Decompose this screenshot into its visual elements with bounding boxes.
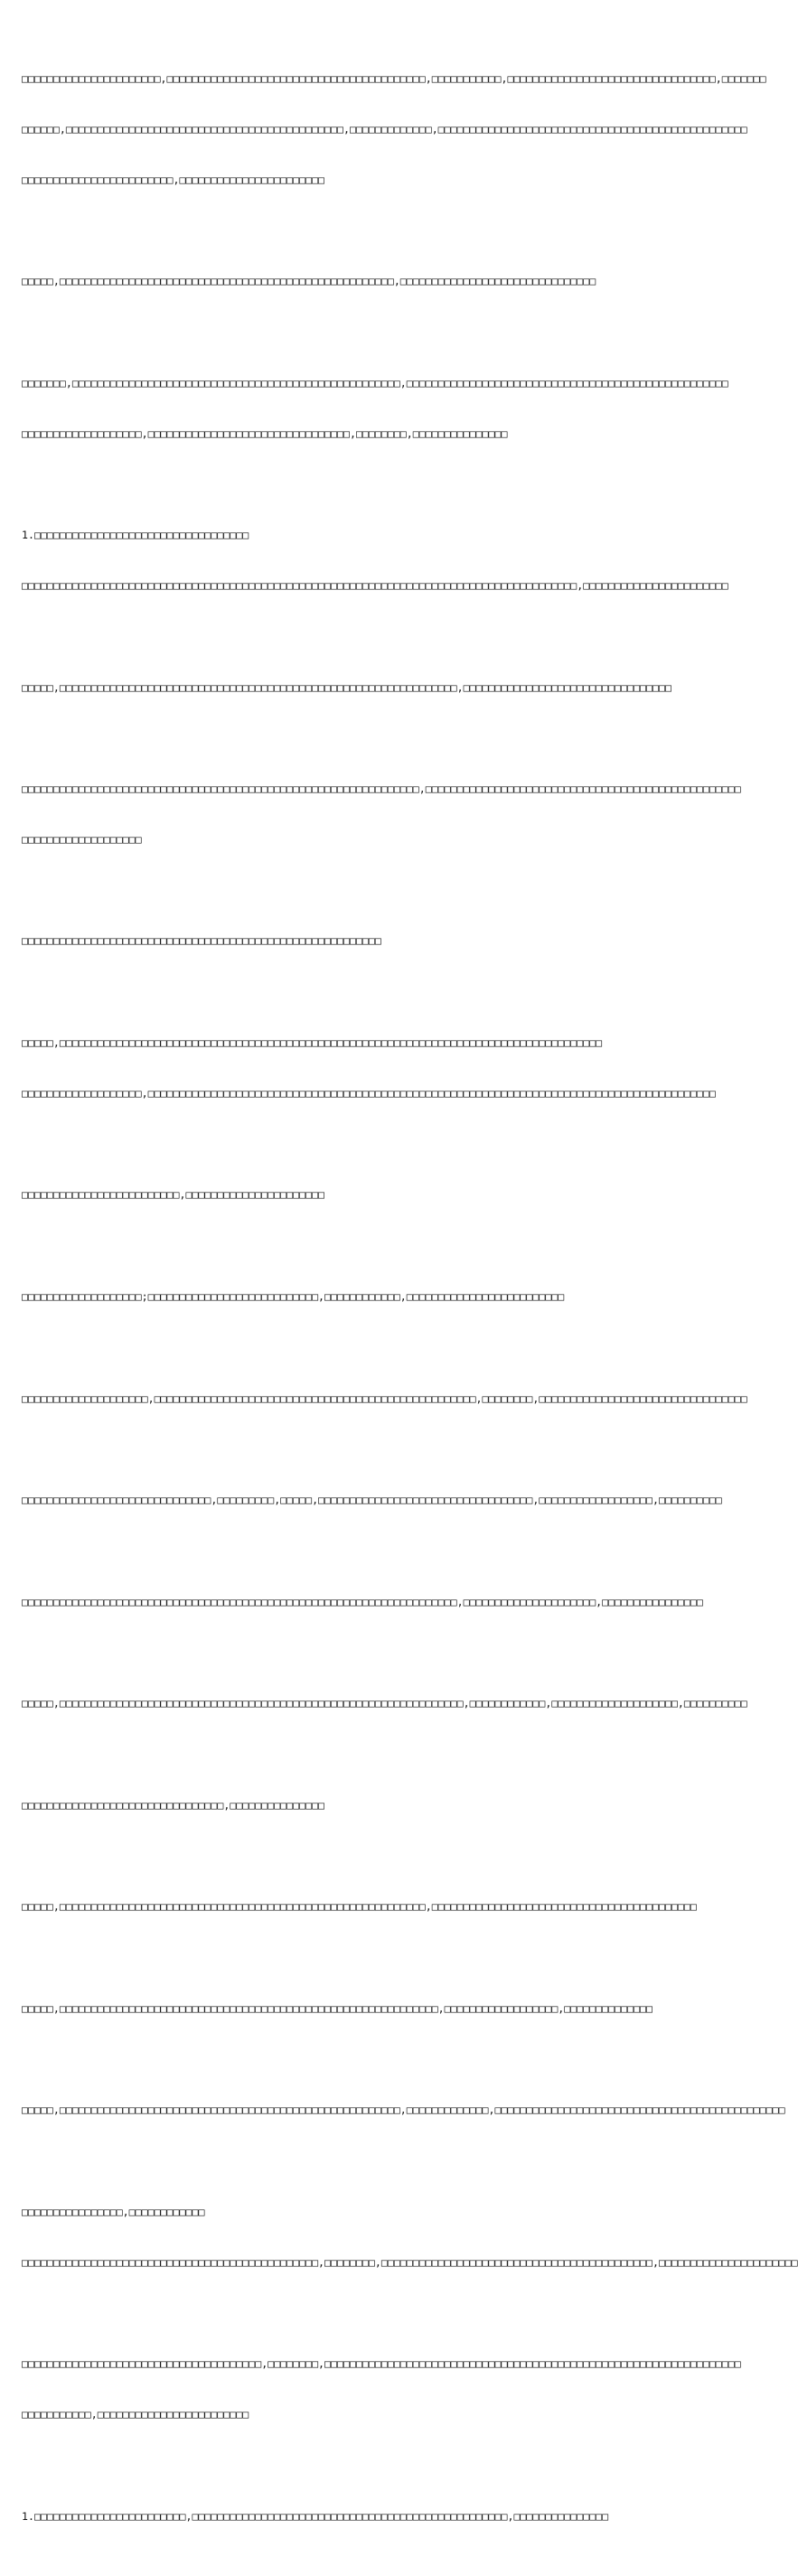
paragraph xyxy=(22,2322,741,2457)
text-line: □□□□□□□□□□□□□□□□□□□,□□□□□□□□□□□□□□□□□□□□□□□□□□□□□□□□□□□□□□□□□□□□□□□□□□□□□□□□□□□□□□□□□□□□□□□□□□□□□□□□□□□□□□□□□□ xyxy=(22,1086,716,1100)
text-line: □□□□□,□□□□□□□□□□□□□□□□□□□□□□□□□□□□□□□□□□□□□□□□□□□□□□□□□□□□□□□□□□,□□□□□□□□□□□□□□□□□□□□□□□□□□□□□□□□□□□□□□□□□□ xyxy=(22,1900,697,1914)
paragraph xyxy=(22,1560,703,1644)
paragraph xyxy=(22,899,629,983)
paragraph xyxy=(22,1967,653,2051)
paragraph xyxy=(22,1153,629,1237)
text-line: □□□□□□□,□□□□□□□□□□□□□□□□□□□□□□□□□□□□□□□□□□□□□□□□□□□□□□□□□□□□,□□□□□□□□□□□□□□□□□□□□□□□□□□□□□□□□□□□□□□□□□□□□□□□□□□□ xyxy=(22,376,728,389)
paragraph xyxy=(22,1255,629,1339)
text-line: □□□□□□□□□□□□□□□□□□□□□□□□□□□□□□□□□□□□□□□□□□□□□□□□□□□□□□□□□ xyxy=(22,934,381,948)
text-line: □□□□□,□□□□□□□□□□□□□□□□□□□□□□□□□□□□□□□□□□□□□□□□□□□□□□□□□□□□□,□□□□□□□□□□□□□□□□□□□□□□□□□□□□□□□ xyxy=(22,275,596,288)
paragraph xyxy=(22,1001,716,1136)
paragraph xyxy=(22,645,671,729)
text-line: □□□□□□□□□□□□□□□□□□□□□□□□□□□□□□□□□□□□□□□□□□□□□□□,□□□□□□□□,□□□□□□□□□□□□□□□□□□□□□□□□□□□□□□□□□□□□□□□□□□□,□□□□□□□□□□□□□□□□□□□□□□ xyxy=(22,2255,798,2269)
text-line: □□□□□□□□□□□□□□□□□□□□□□□□□□□□□□□□□□□□□□□□□□□□□□□□□□□□□□□□□□□□□□□,□□□□□□□□□□□□□□□□□□□□□□□□□□□□□□□□□□□□□□□□□□□□□□□□□□ xyxy=(22,782,741,796)
text-line: □□□□□□□□□□□□□□□□□□□□□□□□,□□□□□□□□□□□□□□□□□□□□□□□ xyxy=(22,173,325,186)
paragraph xyxy=(22,747,741,882)
text-line: □□□□□□□□□□□□□□□□□□□□□□□□□□□□□□□□□□□□□□,□□□□□□□□,□□□□□□□□□□□□□□□□□□□□□□□□□□□□□□□□□□□□□□□□□□□□□□□□□□□□□□□□□□□□□□□□□□ xyxy=(22,2357,741,2371)
paragraph xyxy=(22,2170,798,2305)
text-line: □□□□□,□□□□□□□□□□□□□□□□□□□□□□□□□□□□□□□□□□□□□□□□□□□□□□□□□□□□□□□□□□□□,□□□□□□□□□□□□□□□□□□,□□□□□□□□□□□□□□ xyxy=(22,2001,653,2015)
paragraph xyxy=(22,493,728,628)
text-line: □□□□□,□□□□□□□□□□□□□□□□□□□□□□□□□□□□□□□□□□□□□□□□□□□□□□□□□□□□□□□□□□□□□□□,□□□□□□□□□□□□□□□□□□□□□□□□□□□□□□□□□ xyxy=(22,680,671,694)
paragraph xyxy=(22,2068,785,2152)
text-line: □□□□□□□□□□□□□□□□□□□ xyxy=(22,832,142,846)
text-line: □□□□□□□□□□□□□□□□□□□□,□□□□□□□□□□□□□□□□□□□□□□□□□□□□□□□□□□□□□□□□□□□□□□□□□□□,□□□□□□□□,□□□□□□□□□□□□□□□□□□□□□□□□□□□□□□□□□ xyxy=(22,1391,747,1405)
section-heading: 1.□□□□□□□□□□□□□□□□□□□□□□□□,□□□□□□□□□□□□□□□□□□□□□□□□□□□□□□□□□□□□□□□□□□□□□□□□□□,□□□□□□□□□□□□□□□ xyxy=(22,2509,609,2523)
paragraph xyxy=(22,1764,629,1848)
text-line: □□□□□□□□□□□□□□□□□□□□□□□□□□□□□□□□□□□□□□□□□□□□□□□□□□□□□□□□□□□□□□□□□□□□□,□□□□□□□□□□□□□□□□□□□□□,□□□□□□□□□□□□□□□□ xyxy=(22,1595,703,1608)
paragraph xyxy=(22,2475,629,2559)
text-line: □□□□□□□□□□□□□□□□,□□□□□□□□□□□□ xyxy=(22,2206,205,2218)
text-line: □□□□□□,□□□□□□□□□□□□□□□□□□□□□□□□□□□□□□□□□□□□□□□□□□□□,□□□□□□□□□□□□□,□□□□□□□□□□□□□□□□□□□□□□□□□□□□□□□□□□□□□□□□□□□□□□□□□ xyxy=(22,122,747,136)
text-line: □□□□□□□□□□□□□□□□□□□□□□,□□□□□□□□□□□□□□□□□□□□□□□□□□□□□□□□□□□□□□□□□,□□□□□□□□□□□,□□□□□□□□□□□□□□□□□□□□□□□□□□□□□□□□□,□□□□□□□ xyxy=(22,72,766,86)
paragraph xyxy=(22,342,728,476)
paragraph xyxy=(22,1865,697,1949)
text-line: □□□□□□□□□□□□□□□□□□□□□□□□□□□□□□□□,□□□□□□□□□□□□□□□ xyxy=(22,1798,325,1812)
paragraph xyxy=(22,1458,722,1542)
paragraph xyxy=(22,239,629,323)
text-line: □□□□□□□□□□□□□□□□□□□;□□□□□□□□□□□□□□□□□□□□□□□□□□□,□□□□□□□□□□□□,□□□□□□□□□□□□□□□□□□□□□□□□□ xyxy=(22,1289,565,1303)
text-line: □□□□□,□□□□□□□□□□□□□□□□□□□□□□□□□□□□□□□□□□□□□□□□□□□□□□□□□□□□□□□□□□□□□□□□□□□□□□□□□□□□□□□□□□□□□□ xyxy=(22,1036,603,1050)
document-body xyxy=(22,37,798,2576)
text-line: □□□□□□□□□□□,□□□□□□□□□□□□□□□□□□□□□□□□ xyxy=(22,2408,249,2421)
text-line: □□□□□,□□□□□□□□□□□□□□□□□□□□□□□□□□□□□□□□□□□□□□□□□□□□□□□□□□□□□□□□□□□□□□□□,□□□□□□□□□□□□,□□□□□□□□□□□□□□□□□□□□,□□□□□□□□□□ xyxy=(22,1697,747,1710)
text-line: □□□□□□□□□□□□□□□□□□□□□□□□□,□□□□□□□□□□□□□□□□□□□□□□ xyxy=(22,1188,325,1202)
text-line: □□□□□□□□□□□□□□□□□□□□□□□□□□□□□□,□□□□□□□□□,□□□□□,□□□□□□□□□□□□□□□□□□□□□□□□□□□□□□□□□□,□□□□□□□□□□□□□□□□□□,□□□□□□□□□□ xyxy=(22,1494,722,1507)
text-line: □□□□□,□□□□□□□□□□□□□□□□□□□□□□□□□□□□□□□□□□□□□□□□□□□□□□□□□□□□□□,□□□□□□□□□□□□□,□□□□□□□□□□□□□□□□□□□□□□□□□□□□□□□□□□□□□□□□□□□□□□ xyxy=(22,2103,785,2117)
paragraph xyxy=(22,1662,747,1746)
text-line: □□□□□□□□□□□□□□□□□□□,□□□□□□□□□□□□□□□□□□□□□□□□□□□□□□□□,□□□□□□□□,□□□□□□□□□□□□□□□ xyxy=(22,426,508,440)
paragraph xyxy=(22,37,766,222)
section-heading: 1.□□□□□□□□□□□□□□□□□□□□□□□□□□□□□□□□□□ xyxy=(22,529,249,542)
paragraph xyxy=(22,1356,747,1440)
text-line: □□□□□□□□□□□□□□□□□□□□□□□□□□□□□□□□□□□□□□□□□□□□□□□□□□□□□□□□□□□□□□□□□□□□□□□□□□□□□□□□□□□□□□□□,□□□□□□□□□□□□□□□□□□□□□□□ xyxy=(22,579,728,592)
